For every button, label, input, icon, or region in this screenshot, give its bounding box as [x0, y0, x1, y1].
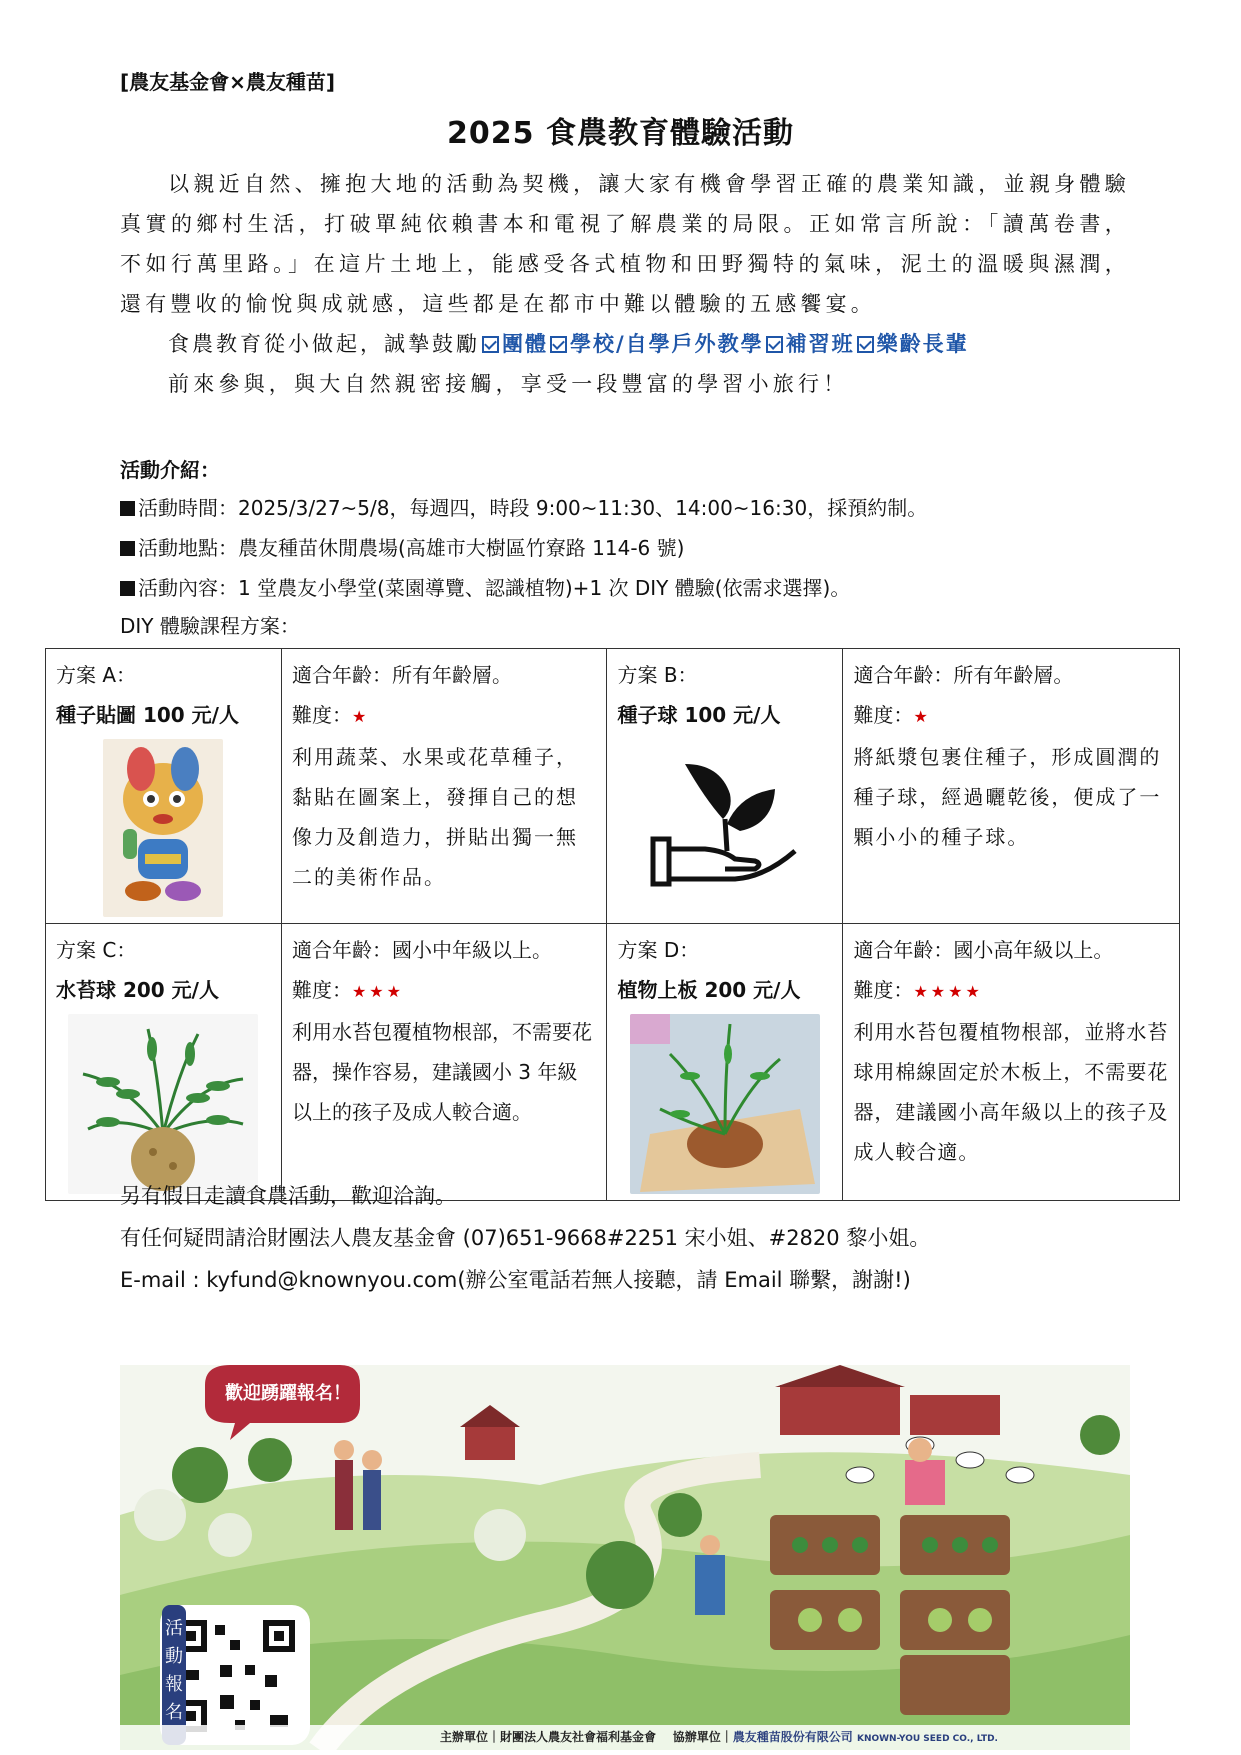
- plan-difficulty: [853, 970, 1169, 1012]
- plan-age: 適合年齡：所有年齡層。: [853, 663, 1074, 687]
- poster-bubble-text: 歡迎踴躍報名！: [225, 1383, 351, 1404]
- checkbox-icon: [857, 336, 874, 353]
- plan-label: 方案 D：: [617, 938, 700, 962]
- org-line: [農友基金會×農友種苗]: [120, 70, 336, 94]
- plan-age: 適合年齡：所有年齡層。: [291, 663, 512, 687]
- audience-seniors: 樂齡長輩: [876, 332, 969, 356]
- co-organizer-en: KNOWN-YOU SEED CO., LTD.: [856, 1734, 998, 1744]
- info-content-text: 活動內容：1 堂農友小學堂(菜園導覽、認識植物)+1 次 DIY 體驗(依需求選擇)。: [138, 576, 851, 600]
- event-poster: [120, 1365, 1130, 1750]
- audience-cram-school: 補習班: [785, 332, 855, 356]
- checkbox-icon: [550, 336, 567, 353]
- plan-b-cell: [607, 649, 843, 924]
- section-title: 活動介紹：: [120, 458, 220, 482]
- star-rating-icon: ★★★★: [913, 982, 983, 1001]
- plan-age: 適合年齡：國小中年級以上。: [291, 938, 552, 962]
- plan-label: 方案 B：: [617, 663, 698, 687]
- plan-label: 方案 C：: [56, 938, 137, 962]
- plan-age: 適合年齡：國小高年級以上。: [853, 938, 1114, 962]
- info-place-text: 活動地點：農友種苗休閒農場(高雄市大樹區竹寮路 114-6 號): [138, 536, 685, 560]
- audience-list: [480, 332, 969, 356]
- organizer-label: 主辦單位｜: [440, 1730, 501, 1744]
- bullet-square-icon: [120, 501, 135, 516]
- difficulty-label: 難度：: [853, 703, 914, 727]
- star-rating-icon: ★: [351, 707, 370, 726]
- plan-a-details: [281, 649, 607, 924]
- mounted-plant-image: [630, 1014, 820, 1194]
- plan-c-cell: [46, 924, 282, 1201]
- plan-description: 將紙漿包裹住種子，形成圓潤的種子球，經過曬乾後，便成了一顆小小的種子球。: [853, 745, 1162, 849]
- page-title: 2025 食農教育體驗活動: [447, 116, 794, 151]
- plan-description: 利用水苔包覆植物根部，不需要花器，操作容易，建議國小 3 年級以上的孩子及成人較合適。: [291, 1020, 592, 1124]
- bullet-square-icon: [120, 541, 135, 556]
- plan-label: 方案 A：: [56, 663, 137, 687]
- plan-d-cell: [607, 924, 843, 1201]
- difficulty-label: 難度：: [291, 978, 352, 1002]
- table-row: [46, 924, 1180, 1201]
- diy-heading: DIY 體驗課程方案：: [120, 614, 300, 638]
- difficulty-label: 難度：: [853, 978, 914, 1002]
- intro-paragraph-1: 以親近自然、擁抱大地的活動為契機，讓大家有機會學習正確的農業知識，並親身體驗真實的鄉村生活，打破單純依賴書本和電視了解農業的局限。正如常言所說：「讀萬卷書，不如行萬里路。」在這片土地上，能感受各式植物和田野獨特的氣味，泥土的溫暖與濕潤，還有豐收的愉悅與成就感，這些都是在都市中難以體驗的五感饗宴。: [120, 172, 1130, 316]
- moss-ball-image: [68, 1014, 258, 1194]
- bullet-square-icon: [120, 581, 135, 596]
- plan-description: 利用水苔包覆植物根部，並將水苔球用棉線固定於木板上，不需要花器，建議國小高年級以上的孩子及成人較合適。: [853, 1020, 1169, 1164]
- plan-name: 水苔球 200 元/人: [56, 978, 219, 1002]
- star-rating-icon: ★★★: [351, 982, 404, 1001]
- seed-art-image: [103, 739, 223, 917]
- plan-c-details: [281, 924, 607, 1201]
- plan-a-cell: [46, 649, 282, 924]
- plan-difficulty: [292, 970, 597, 1012]
- info-time-text: 活動時間：2025/3/27~5/8，每週四，時段 9:00~11:30、14:00~16:30，採預約制。: [138, 496, 928, 520]
- plan-name: 種子球 100 元/人: [617, 703, 781, 727]
- checkbox-icon: [482, 336, 499, 353]
- audience-school: 學校/自學戶外教學: [570, 332, 764, 356]
- plan-name: 種子貼圖 100 元/人: [56, 703, 239, 727]
- footer-email: E-mail : kyfund@knownyou.com(辦公室電話若無人接聽，請 Email 聯繫，謝謝!): [120, 1268, 911, 1292]
- plan-b-details: [843, 649, 1180, 924]
- info-place: [120, 532, 684, 561]
- footer-holiday: 另有假日走讀食農活動，歡迎洽詢。: [120, 1184, 456, 1208]
- plan-difficulty: [853, 695, 1169, 737]
- plans-table: [45, 648, 1180, 1201]
- audience-group: 團體: [502, 332, 548, 356]
- checkbox-icon: [766, 336, 783, 353]
- intro-paragraph-3: 前來參與，與大自然親密接觸，享受一段豐富的學習小旅行！: [168, 372, 849, 396]
- info-content: [120, 572, 850, 601]
- plan-description: 利用蔬菜、水果或花草種子，黏貼在圖案上，發揮自己的想像力及創造力，拼貼出獨一無二的美術作品。: [291, 745, 578, 889]
- poster-credits: [440, 1728, 998, 1745]
- poster-side-label: 活動報名: [165, 1618, 183, 1723]
- difficulty-label: 難度：: [291, 703, 352, 727]
- organizer-name: 財團法人農友社會福利基金會: [500, 1730, 657, 1744]
- co-organizer-label: 協辦單位｜: [672, 1730, 733, 1744]
- info-time: [120, 492, 927, 521]
- plan-name: 植物上板 200 元/人: [617, 978, 801, 1002]
- co-organizer-name: 農友種苗股份有限公司: [732, 1730, 853, 1744]
- intro-paragraph-2: [120, 324, 1130, 364]
- plan-d-details: [843, 924, 1180, 1201]
- table-row: [46, 649, 1180, 924]
- intro-lead: 食農教育從小做起，誠摯鼓勵: [168, 332, 480, 356]
- intro-text: [120, 164, 1130, 404]
- plan-difficulty: [292, 695, 597, 737]
- star-rating-icon: ★: [913, 707, 931, 726]
- footer-contact: 有任何疑問請洽財團法人農友基金會 (07)651-9668#2251 宋小姐、#2820 黎小姐。: [120, 1226, 931, 1250]
- seedling-hand-icon: [645, 739, 805, 889]
